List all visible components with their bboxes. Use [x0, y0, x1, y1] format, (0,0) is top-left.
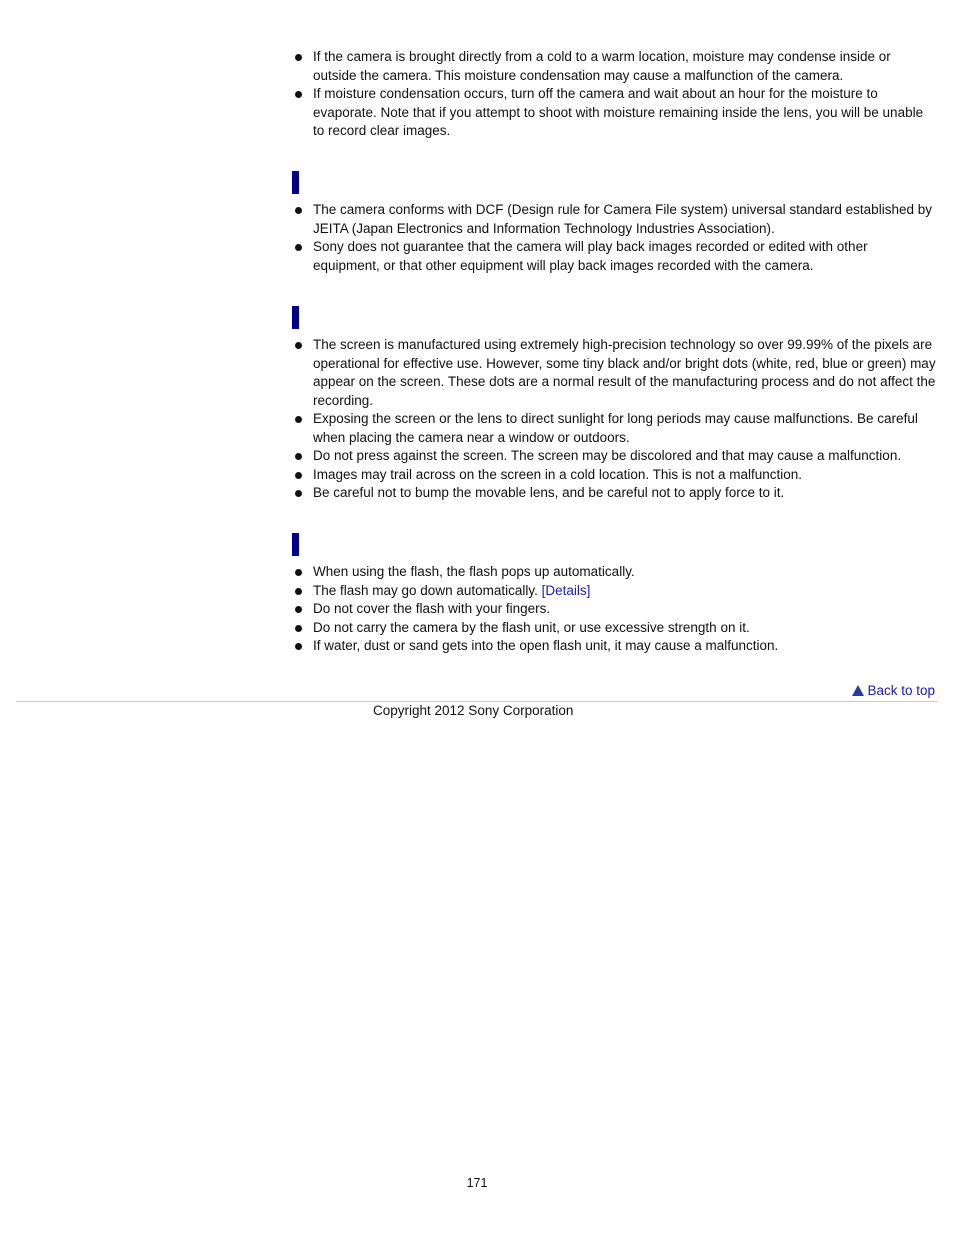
- list-item: Images may trail across on the screen in a cold location. This is not a malfunction.: [292, 466, 937, 485]
- screen-section: [292, 336, 937, 503]
- list-item: Do not carry the camera by the flash unit, or use excessive strength on it.: [292, 619, 937, 638]
- flash-section: [292, 563, 937, 656]
- back-to-top-link[interactable]: [852, 683, 935, 698]
- section-heading-marker: [292, 171, 299, 194]
- section-heading-marker: [292, 306, 299, 329]
- up-triangle-icon: [852, 685, 864, 696]
- bullet-icon: [295, 416, 302, 423]
- copyright-text: Copyright 2012 Sony Corporation: [373, 703, 574, 718]
- list-item: Exposing the screen or the lens to direct sunlight for long periods may cause malfunctions. Be careful when placing the camera near a window or outdoors.: [292, 410, 937, 447]
- list-item: If the camera is brought directly from a cold to a warm location, moisture may condense inside or outside the camera. This moisture condensation may cause a malfunction of the camera.: [292, 48, 937, 85]
- bullet-icon: [295, 569, 302, 576]
- compatibility-list: [292, 201, 937, 275]
- back-to-top-label: Back to top: [867, 683, 935, 698]
- list-item: If water, dust or sand gets into the open flash unit, it may cause a malfunction.: [292, 637, 937, 656]
- bullet-icon: [295, 342, 302, 349]
- list-item: The camera conforms with DCF (Design rule for Camera File system) universal standard established by JEITA (Japan Electronics and Information Technology Industries Association).: [292, 201, 937, 238]
- list-item: If moisture condensation occurs, turn off the camera and wait about an hour for the moisture to evaporate. Note that if you attempt to shoot with moisture remaining inside the lens, you will be unable to record clear images.: [292, 85, 937, 141]
- list-item: Be careful not to bump the movable lens, and be careful not to apply force to it.: [292, 484, 937, 503]
- moisture-section: [292, 48, 937, 141]
- bullet-icon: [295, 625, 302, 632]
- bullet-icon: [295, 244, 302, 251]
- section-heading-marker: [292, 533, 299, 556]
- bullet-icon: [295, 490, 302, 497]
- bullet-icon: [295, 453, 302, 460]
- compatibility-section: [292, 201, 937, 275]
- bullet-icon: [295, 472, 302, 479]
- page-number: 171: [466, 1176, 488, 1190]
- bullet-icon: [295, 588, 302, 595]
- list-item: Do not cover the flash with your fingers.: [292, 600, 937, 619]
- list-item: When using the flash, the flash pops up automatically.: [292, 563, 937, 582]
- list-item: The flash may go down automatically. [Details]: [292, 582, 937, 601]
- footer-divider: [16, 701, 938, 702]
- list-item: Do not press against the screen. The screen may be discolored and that may cause a malfunction.: [292, 447, 937, 466]
- screen-list: [292, 336, 937, 503]
- bullet-icon: [295, 643, 302, 650]
- list-item: The screen is manufactured using extremely high-precision technology so over 99.99% of the pixels are operational for effective use. However, some tiny black and/or bright dots (white, red, blue or green) may appear on the screen. These dots are a normal result of the manufacturing process and do not affect the recording.: [292, 336, 937, 410]
- details-link[interactable]: [Details]: [541, 582, 591, 598]
- bullet-icon: [295, 91, 302, 98]
- flash-list: [292, 563, 937, 656]
- list-item: Sony does not guarantee that the camera will play back images recorded or edited with other equipment, or that other equipment will play back images recorded with the camera.: [292, 238, 937, 275]
- bullet-icon: [295, 207, 302, 214]
- bullet-icon: [295, 606, 302, 613]
- bullet-icon: [295, 54, 302, 61]
- moisture-list: [292, 48, 937, 141]
